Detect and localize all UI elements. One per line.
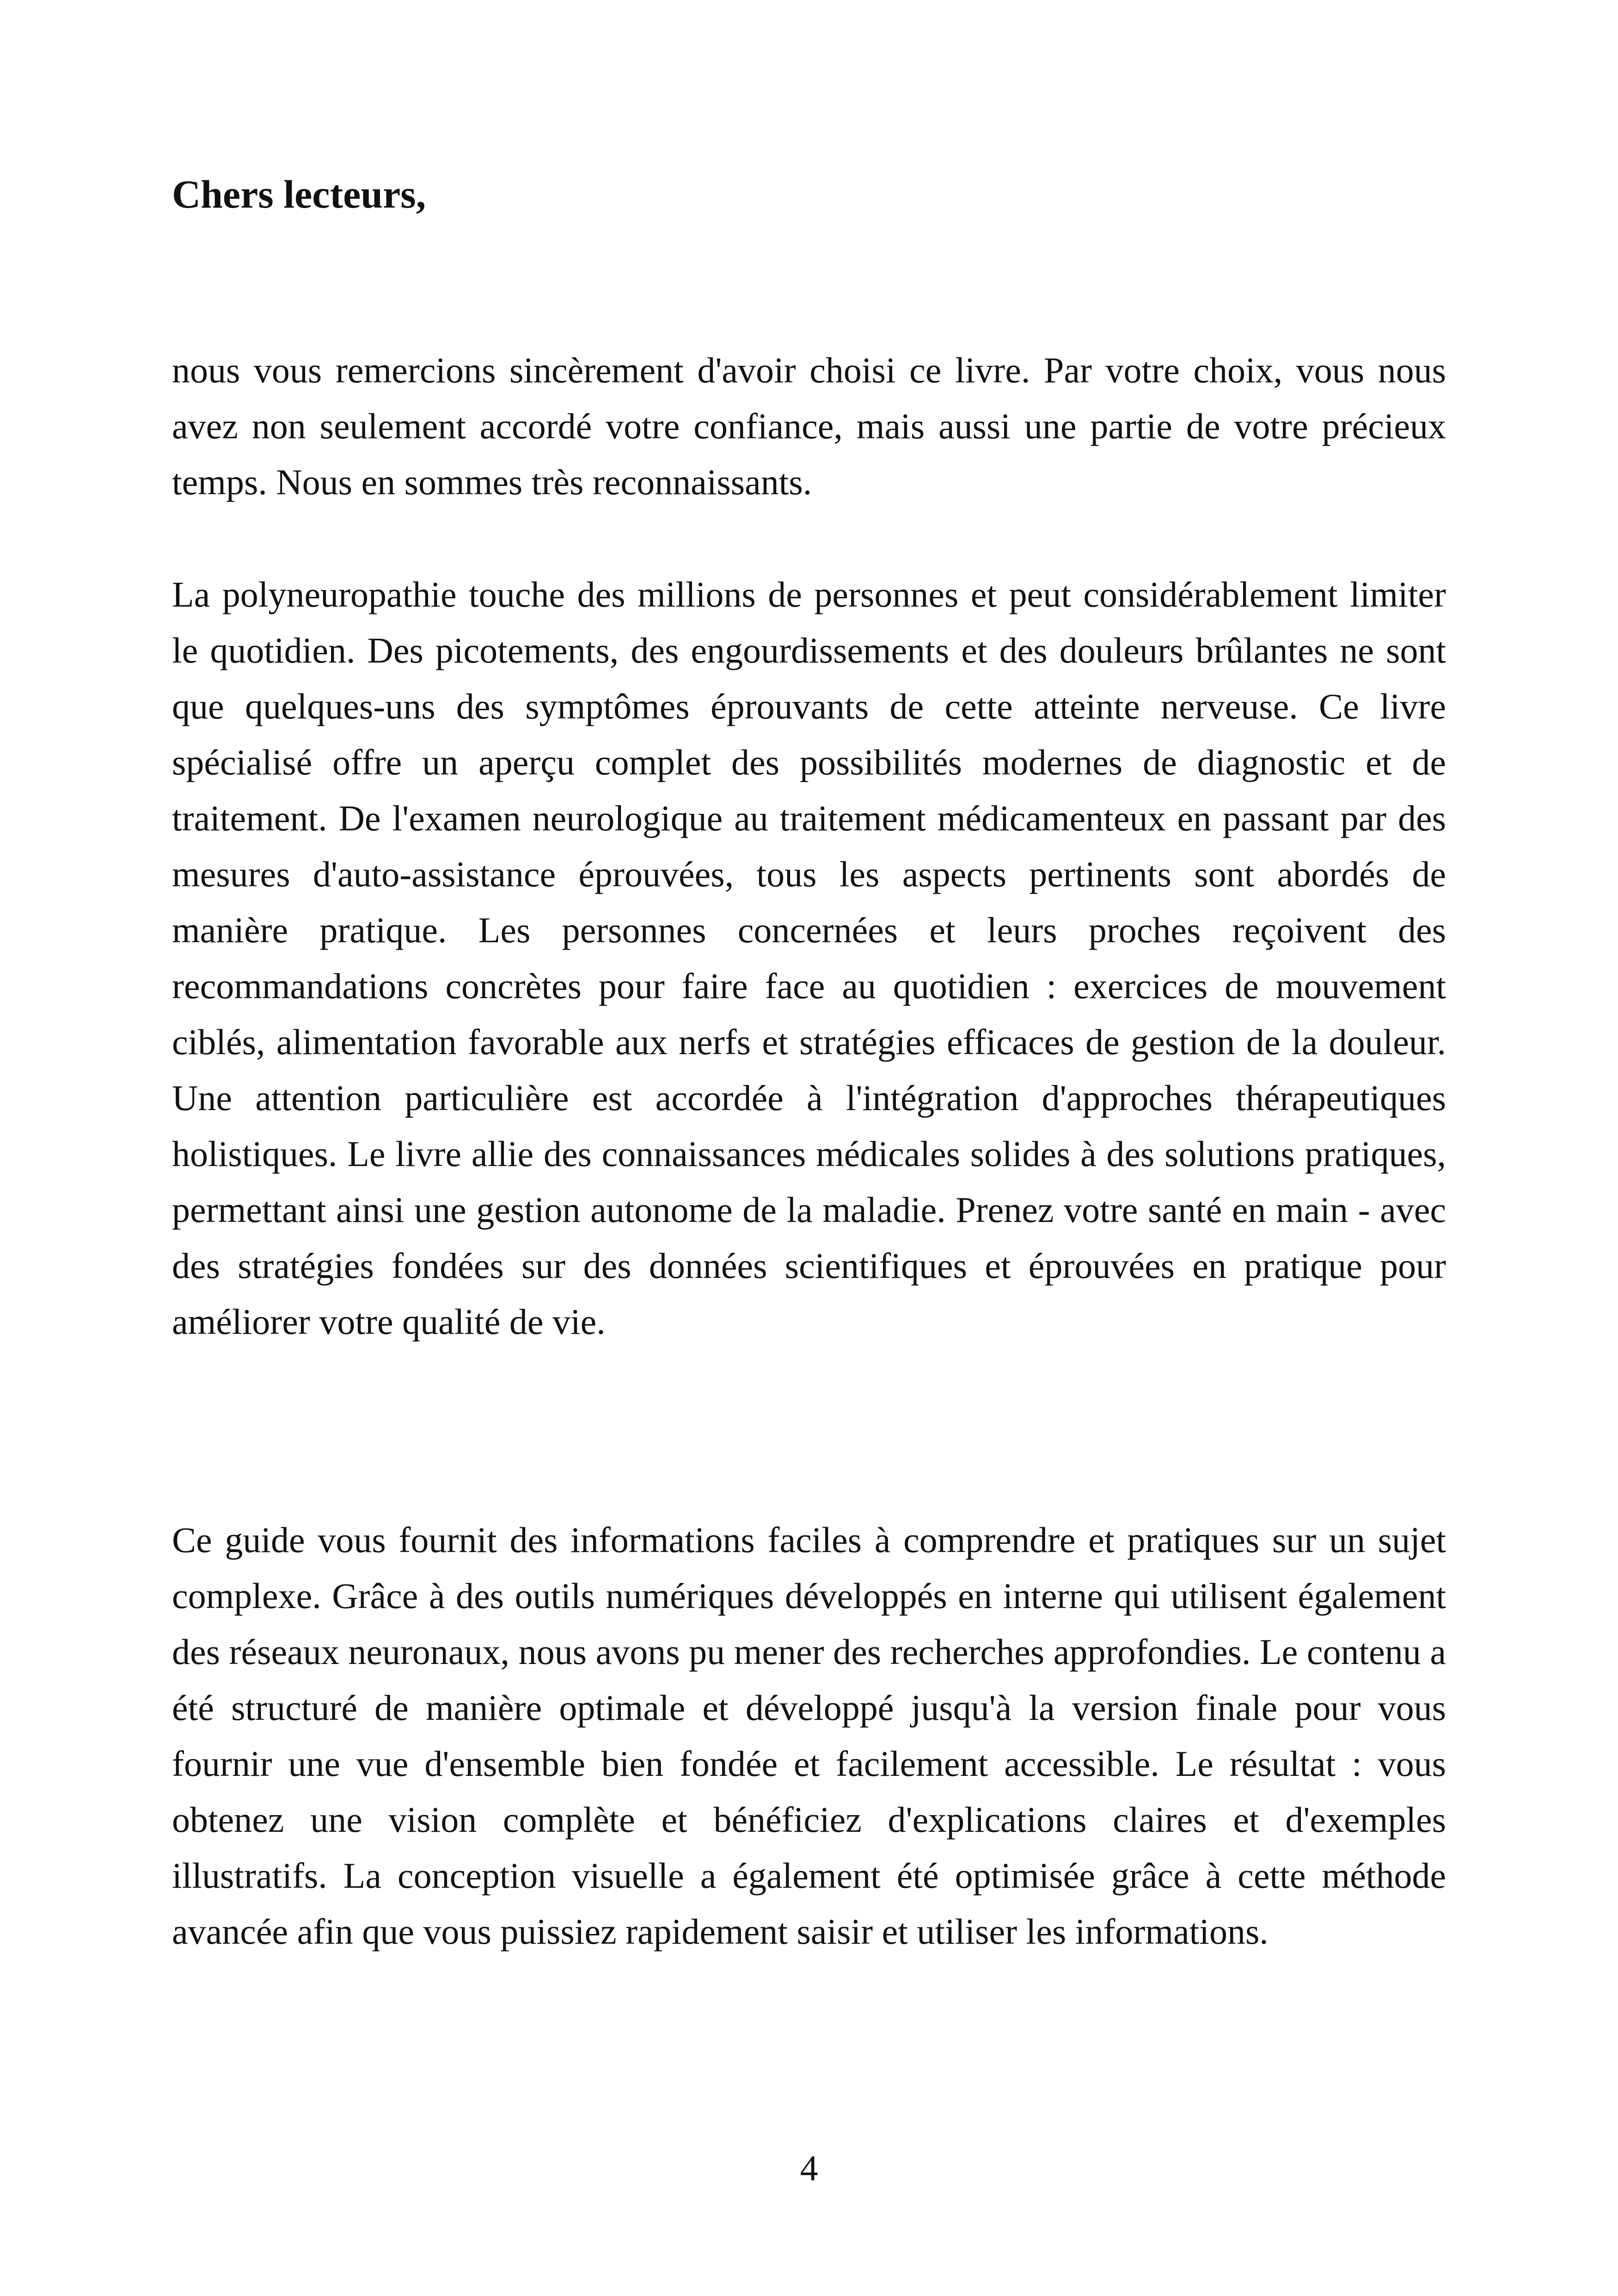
greeting-heading: Chers lecteurs,	[172, 172, 426, 216]
paragraph-guide: Ce guide vous fournit des informations faciles à comprendre et pratiques sur un sujet complexe. Grâce à des outils numériques développés en interne qui utilisent également des réseaux neuronaux, nous avons pu mener des recherches approfondies. Le contenu a été structuré de manière optimale et développé jusqu'à la version finale pour vous fournir une vue d'ensemble bien fondée et facilement accessible. Le résultat : vous obtenez une vision complète et bénéficiez d'explications claires et d'exemples illustratifs. La conception visuelle a également été optimisée grâce à cette méthode avancée afin que vous puissiez rapidement saisir et utiliser les informations.	[172, 1520, 1446, 1952]
paragraph-polyneuropathy: La polyneuropathie touche des millions de personnes et peut considérablement limiter le quotidien. Des picotements, des engourdissements et des douleurs brûlantes ne sont que quelques-uns des symptômes éprouvants de cette atteinte nerveuse. Ce livre spécialisé offre un aperçu complet des possibilités modernes de diagnostic et de traitement. De l'examen neurologique au traitement médicamenteux en passant par des mesures d'auto-assistance éprouvées, tous les aspects pertinents sont abordés de manière pratique. Les personnes concernées et leurs proches reçoivent des recommandations concrètes pour faire face au quotidien : exercices de mouvement ciblés, alimentation favorable aux nerfs et stratégies efficaces de gestion de la douleur. Une attention particulière est accordée à l'intégration d'approches thérapeutiques holistiques. Le livre allie des connaissances médicales solides à des solutions pratiques, permettant ainsi une gestion autonome de la maladie. Prenez votre santé en main - avec des stratégies fondées sur des données scientifiques et éprouvées en pratique pour améliorer votre qualité de vie.	[172, 574, 1446, 1342]
paragraph-thanks: nous vous remercions sincèrement d'avoir choisi ce livre. Par votre choix, vous nous avez non seulement accordé votre confiance, mais aussi une partie de votre précieux temps. Nous en sommes très reconnaissants.	[172, 350, 1446, 502]
page-number: 4	[800, 2148, 818, 2188]
